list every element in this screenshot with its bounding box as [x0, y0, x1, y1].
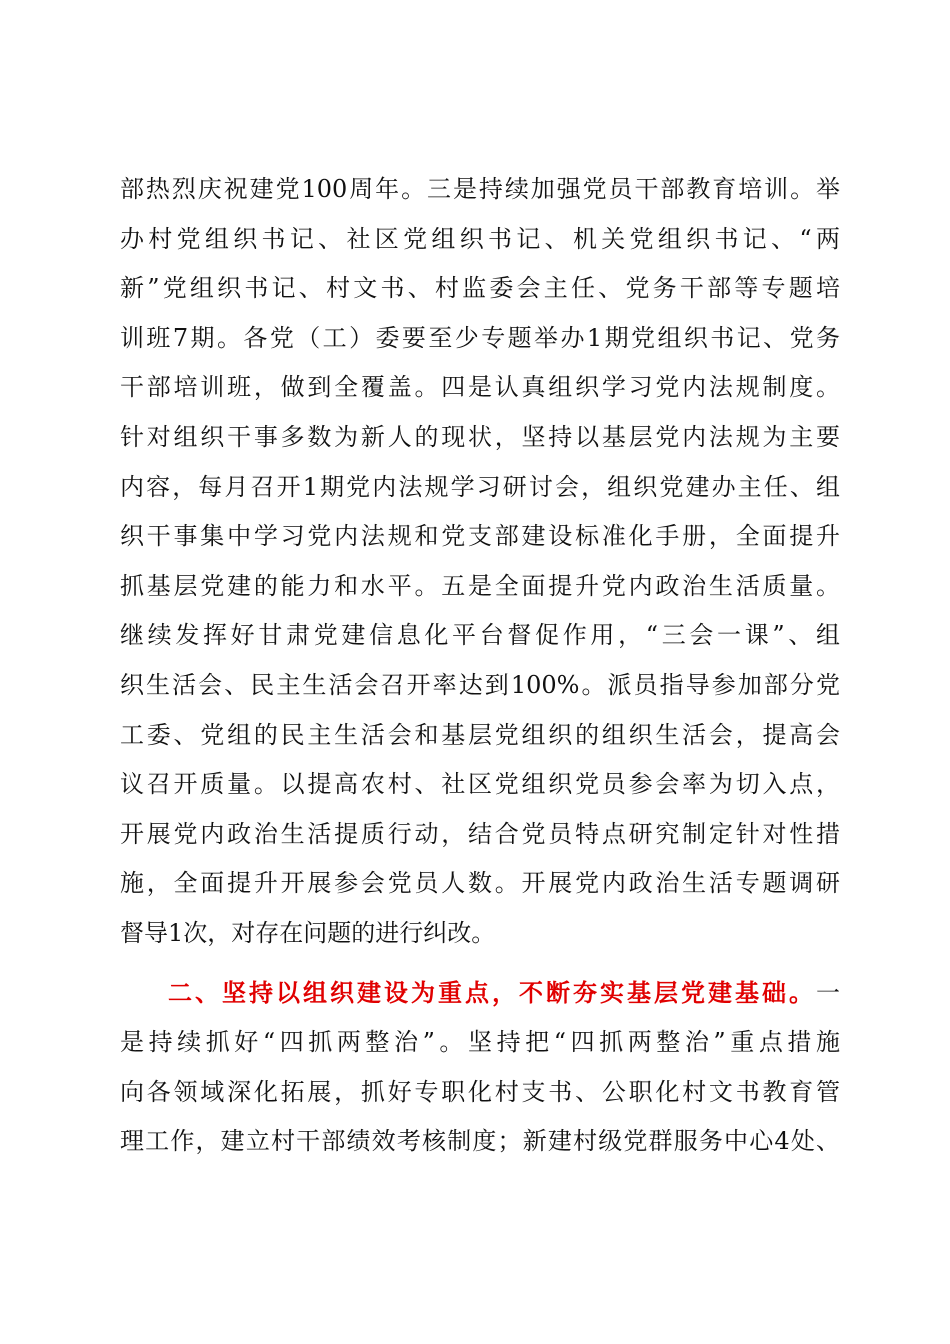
body-line-19: 理工作，建立村干部绩效考核制度；新建村级党群服务中心4处、 [120, 1127, 840, 1156]
body-line-3: 新”党组织书记、村文书、村监委会主任、党务干部等专题培 [120, 274, 840, 303]
paragraph-gap [120, 959, 840, 969]
body-line-8: 织干事集中学习党内法规和党支部建设标准化手册，全面提升 [120, 522, 840, 551]
body-line-2: 办村党组织书记、社区党组织书记、机关党组织书记、“两 [120, 224, 840, 253]
body-line-1: 部热烈庆祝建党100周年。三是持续加强党员干部教育培训。举 [120, 175, 840, 203]
body-line-17: 是持续抓好“四抓两整治”。坚持把“四抓两整治”重点措施 [120, 1028, 840, 1057]
body-line-14: 开展党内政治生活提质行动，结合党员特点研究制定针对性措 [120, 819, 840, 848]
section-heading: 二、坚持以组织建设为重点，不断夯实基层党建基础。 [168, 978, 816, 1007]
body-line-12: 工委、党组的民主生活会和基层党组织的组织生活会，提高会 [120, 720, 840, 749]
body-line-6: 针对组织干事多数为新人的现状，坚持以基层党内法规为主要 [120, 422, 840, 451]
body-line-4: 训班7期。各党（工）委要至少专题举办1期党组织书记、党务 [120, 323, 840, 352]
body-line-5: 干部培训班，做到全覆盖。四是认真组织学习党内法规制度。 [120, 373, 840, 402]
body-line-10: 继续发挥好甘肃党建信息化平台督促作用，“三会一课”、组 [120, 621, 840, 650]
body-line-13: 议召开质量。以提高农村、社区党组织党员参会率为切入点， [120, 770, 840, 799]
body-line-16: 督导1次，对存在问题的进行纠改。 [120, 918, 496, 947]
document-body [120, 165, 840, 1167]
section-heading-tail: 一 [816, 978, 840, 1007]
body-line-18: 向各领域深化拓展，抓好专职化村支书、公职化村文书教育管 [120, 1077, 840, 1106]
section-heading-line [120, 969, 840, 1019]
body-line-9: 抓基层党建的能力和水平。五是全面提升党内政治生活质量。 [120, 571, 840, 600]
body-line-15: 施，全面提升开展参会党员人数。开展党内政治生活专题调研 [120, 869, 840, 898]
body-line-11: 织生活会、民主生活会召开率达到100%。派员指导参加部分党 [120, 670, 840, 699]
body-line-7: 内容，每月召开1期党内法规学习研讨会，组织党建办主任、组 [120, 472, 840, 501]
